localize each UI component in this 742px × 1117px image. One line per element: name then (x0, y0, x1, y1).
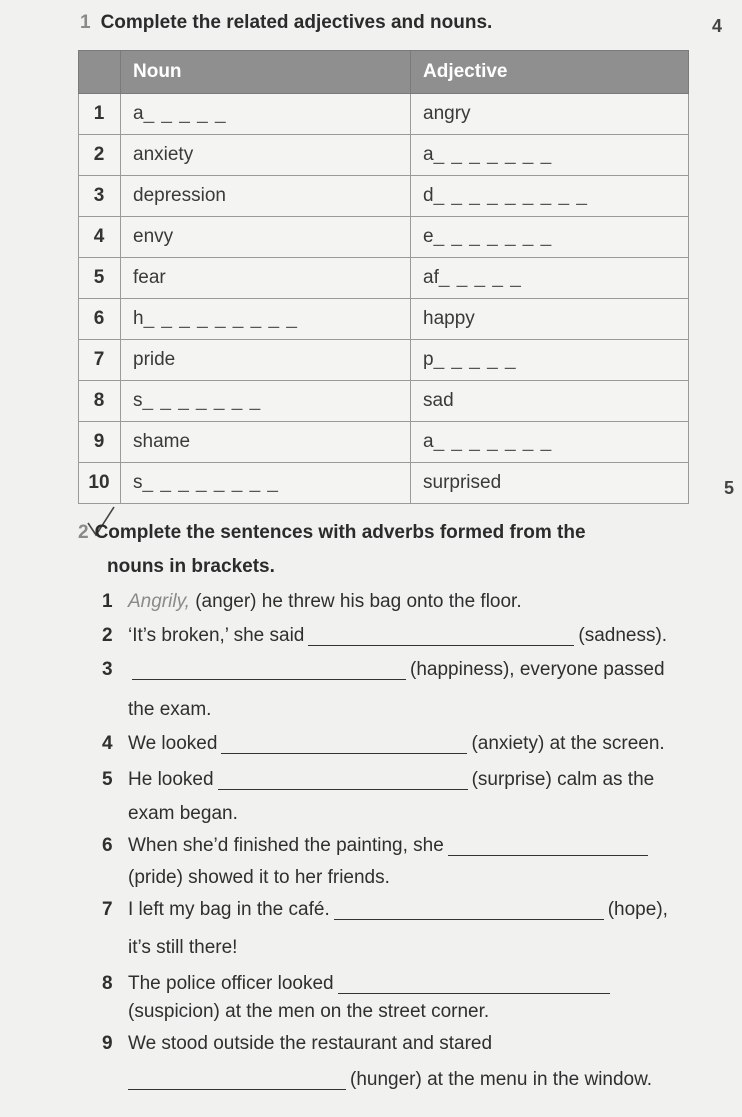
table-row (79, 381, 689, 422)
noun-cell: anxiety (121, 135, 411, 176)
answer-blank[interactable]: _ _ _ _ _ _ _ (433, 144, 553, 165)
sentence-9-blank[interactable] (128, 1069, 346, 1090)
table-row (79, 94, 689, 135)
noun-cell[interactable]: s_ _ _ _ _ _ _ (121, 381, 411, 422)
answer-blank[interactable]: _ _ _ _ _ (433, 349, 517, 370)
side-number-4: 4 (712, 16, 723, 36)
table-row (79, 463, 689, 504)
sentence-9: 9 We stood outside the restaurant and stared (102, 1033, 493, 1054)
noun-adjective-table (78, 50, 689, 504)
noun-cell: envy (121, 217, 411, 258)
answer-blank[interactable]: _ _ _ _ _ (143, 103, 227, 124)
noun-cell: shame (121, 422, 411, 463)
sentence-5-blank[interactable] (218, 769, 468, 790)
sentence-8-continued: (suspicion) at the men on the street corner. (128, 1001, 490, 1022)
side-number-5: 5 (724, 478, 735, 498)
sentence-5: 5 He looked (surprise) calm as the (102, 769, 655, 790)
sentence-4-blank[interactable] (221, 733, 467, 754)
answer-blank[interactable]: _ _ _ _ _ _ _ (142, 390, 262, 411)
noun-cell: depression (121, 176, 411, 217)
sentence-3: 3 (happiness), everyone passed (102, 659, 665, 680)
row-number: 4 (79, 217, 121, 258)
table-row (79, 422, 689, 463)
answer-blank[interactable]: _ _ _ _ _ _ _ _ (142, 472, 279, 493)
sentence-5-continued: exam began. (128, 803, 238, 824)
sentence-6-blank[interactable] (448, 835, 648, 856)
noun-cell[interactable]: a_ _ _ _ _ (121, 94, 411, 135)
noun-cell: fear (121, 258, 411, 299)
row-number: 1 (79, 94, 121, 135)
adjective-cell[interactable]: e_ _ _ _ _ _ _ (411, 217, 689, 258)
row-number: 10 (79, 463, 121, 504)
number-column-header (79, 51, 121, 94)
table-row (79, 299, 689, 340)
exercise-2-number: 2 (78, 522, 89, 543)
table-header-row (79, 51, 689, 94)
sentence-3-continued: the exam. (128, 699, 212, 720)
answer-blank[interactable]: _ _ _ _ _ _ _ (433, 226, 553, 247)
row-number: 8 (79, 381, 121, 422)
sentence-6-continued: (pride) showed it to her friends. (128, 867, 390, 888)
adjective-cell: happy (411, 299, 689, 340)
exercise-1-number: 1 (80, 12, 91, 33)
table-row (79, 135, 689, 176)
sentence-2-blank[interactable] (308, 625, 574, 646)
sentence-4: 4 We looked (anxiety) at the screen. (102, 733, 665, 754)
row-number: 3 (79, 176, 121, 217)
row-number: 2 (79, 135, 121, 176)
sentence-1: 1 Angrily, (anger) he threw his bag onto the floor. (102, 591, 522, 612)
table-row (79, 258, 689, 299)
exercise-2-instruction-line2: nouns in brackets. (107, 556, 275, 577)
sentence-1-answer: Angrily, (128, 591, 190, 612)
exercise-2-heading (78, 516, 678, 584)
row-number: 9 (79, 422, 121, 463)
adjective-cell[interactable]: a_ _ _ _ _ _ _ (411, 422, 689, 463)
sentence-7-continued: it’s still there! (128, 937, 238, 958)
answer-blank[interactable]: _ _ _ _ _ _ _ _ _ (143, 308, 298, 329)
row-number: 6 (79, 299, 121, 340)
adjective-column-header: Adjective (411, 51, 689, 94)
noun-cell[interactable]: s_ _ _ _ _ _ _ _ (121, 463, 411, 504)
row-number: 7 (79, 340, 121, 381)
sentence-9-continued: (hunger) at the menu in the window. (128, 1064, 652, 1096)
adjective-cell: surprised (411, 463, 689, 504)
exercise-1-instruction: Complete the related adjectives and nouns. (100, 12, 493, 33)
sentence-7: 7 I left my bag in the café. (hope), (102, 899, 668, 920)
sentence-6: 6 When she’d finished the painting, she (102, 830, 652, 862)
sentence-8: 8 The police officer looked (102, 968, 614, 1000)
sentence-8-blank[interactable] (338, 973, 610, 994)
sentence-7-blank[interactable] (334, 899, 604, 920)
adjective-cell[interactable]: p_ _ _ _ _ (411, 340, 689, 381)
noun-cell[interactable]: h_ _ _ _ _ _ _ _ _ (121, 299, 411, 340)
sentence-2: 2 ‘It’s broken,’ she said (sadness). (102, 625, 668, 646)
exercise-2-instruction-line1: Complete the sentences with adverbs formed from the (94, 522, 586, 543)
adjective-cell[interactable]: af_ _ _ _ _ (411, 258, 689, 299)
table-row (79, 217, 689, 258)
sentence-3-blank[interactable] (132, 659, 406, 680)
table-row (79, 176, 689, 217)
adjective-cell: sad (411, 381, 689, 422)
exercise-1-heading (80, 12, 492, 34)
row-number: 5 (79, 258, 121, 299)
adjective-cell[interactable]: d_ _ _ _ _ _ _ _ _ (411, 176, 689, 217)
noun-column-header: Noun (121, 51, 411, 94)
noun-cell: pride (121, 340, 411, 381)
answer-blank[interactable]: _ _ _ _ _ (438, 267, 522, 288)
adjective-cell: angry (411, 94, 689, 135)
adjective-cell[interactable]: a_ _ _ _ _ _ _ (411, 135, 689, 176)
table-row (79, 340, 689, 381)
answer-blank[interactable]: _ _ _ _ _ _ _ (433, 431, 553, 452)
answer-blank[interactable]: _ _ _ _ _ _ _ _ _ (433, 185, 588, 206)
